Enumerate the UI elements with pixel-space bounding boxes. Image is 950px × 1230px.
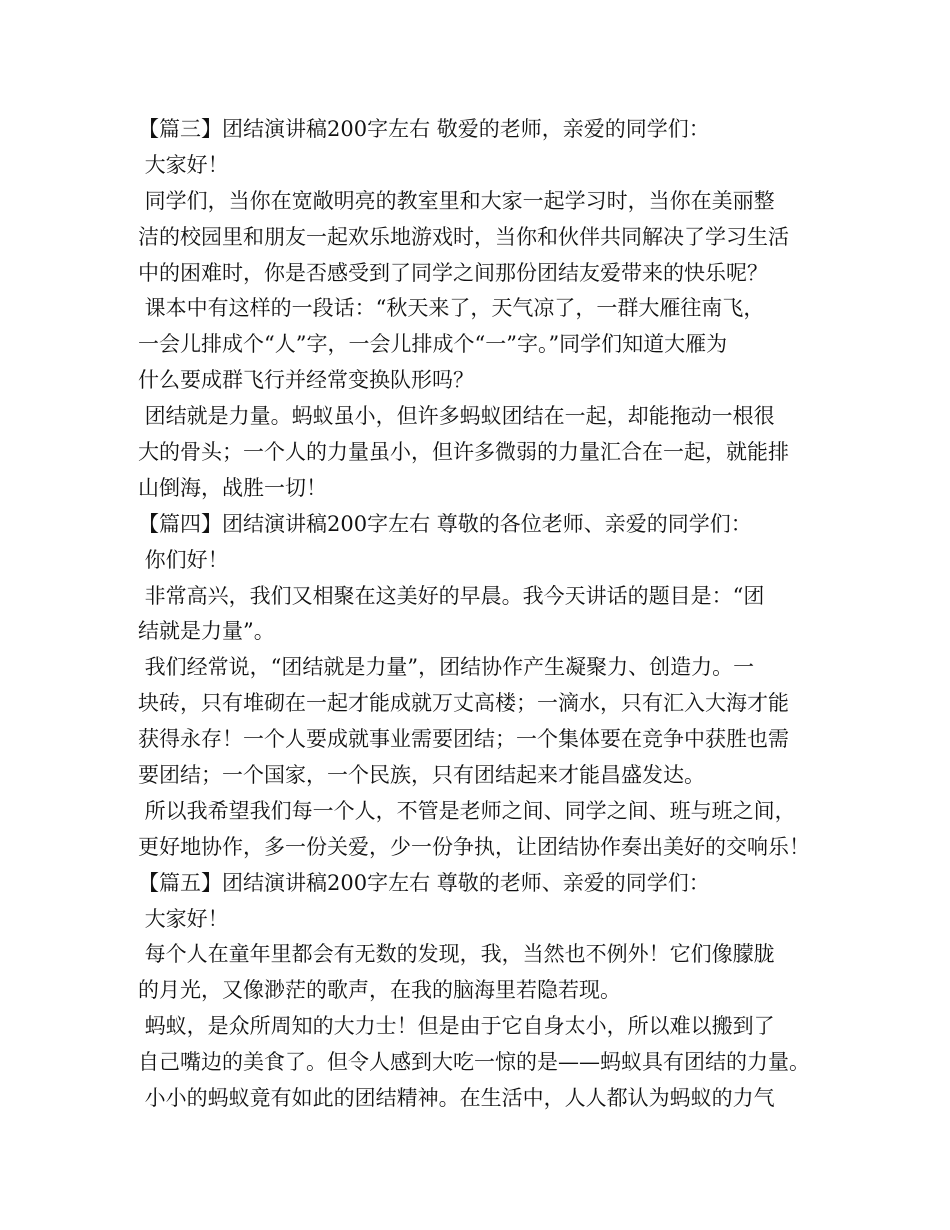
text-line: 结就是力量”。 [138, 619, 275, 644]
text-line: 我们经常说，“团结就是力量”，团结协作产生凝聚力、创造力。一 [138, 655, 755, 680]
text-line: 同学们，当你在宽敞明亮的教室里和大家一起学习时，当你在美丽整 [138, 188, 775, 213]
text-line: 要团结；一个国家，一个民族，只有团结起来才能昌盛发达。 [138, 763, 705, 788]
heading-part-five: 【篇五】团结演讲稿200字左右 尊敬的老师、亲爱的同学们： [138, 870, 710, 895]
text-line: 块砖，只有堆砌在一起才能成就万丈高楼；一滴水，只有汇入大海才能 [138, 691, 789, 716]
text-line: 获得永存！一个人要成就事业需要团结；一个集体要在竞争中获胜也需 [138, 727, 789, 752]
heading-part-three: 【篇三】团结演讲稿200字左右 敬爱的老师，亲爱的同学们： [138, 117, 710, 141]
text-line: 自己嘴边的美食了。但令人感到大吃一惊的是——蚂蚁具有团结的力量。 [138, 1050, 810, 1075]
text-line: 蚂蚁，是众所周知的大力士！但是由于它自身太小，所以难以搬到了 [138, 1014, 775, 1039]
text-line: 洁的校园里和朋友一起欢乐地游戏时，当你和伙伴共同解决了学习生活 [138, 224, 789, 249]
text-line: 大的骨头；一个人的力量虽小，但许多微弱的力量汇合在一起，就能排 [138, 440, 789, 465]
text-line: 所以我希望我们每一个人，不管是老师之间、同学之间、班与班之间， [138, 798, 796, 823]
text-line: 的月光，又像渺茫的歌声，在我的脑海里若隐若现。 [138, 978, 621, 1003]
text-line: 大家好！ [138, 152, 229, 177]
text-line: 一会儿排成个“人”字，一会儿排成个“一”字。”同学们知道大雁为 [138, 332, 728, 357]
text-line: 山倒海，战胜一切！ [138, 475, 327, 500]
text-line: 小小的蚂蚁竟有如此的团结精神。在生活中，人人都认为蚂蚁的力气 [138, 1086, 775, 1111]
text-line: 什么要成群飞行并经常变换队形吗？ [138, 368, 474, 393]
text-line: 更好地协作，多一份关爱，少一份争执，让团结协作奏出美好的交响乐！ [138, 834, 810, 859]
document-body [138, 112, 828, 1117]
text-line: 你们好！ [138, 547, 229, 572]
text-line: 中的困难时，你是否感受到了同学之间那份团结友爱带来的快乐呢？ [138, 260, 768, 285]
text-line: 非常高兴，我们又相聚在这美好的早晨。我今天讲话的题目是：“团 [138, 583, 765, 608]
text-line: 团结就是力量。蚂蚁虽小，但许多蚂蚁团结在一起，却能拖动一根很 [138, 404, 775, 429]
text-line: 课本中有这样的一段话：“秋天来了，天气凉了，一群大雁往南飞， [138, 296, 765, 321]
text-line: 每个人在童年里都会有无数的发现，我，当然也不例外！它们像朦胧 [138, 942, 775, 967]
text-line: 大家好！ [138, 906, 229, 931]
heading-part-four: 【篇四】团结演讲稿200字左右 尊敬的各位老师、亲爱的同学们： [138, 511, 752, 536]
